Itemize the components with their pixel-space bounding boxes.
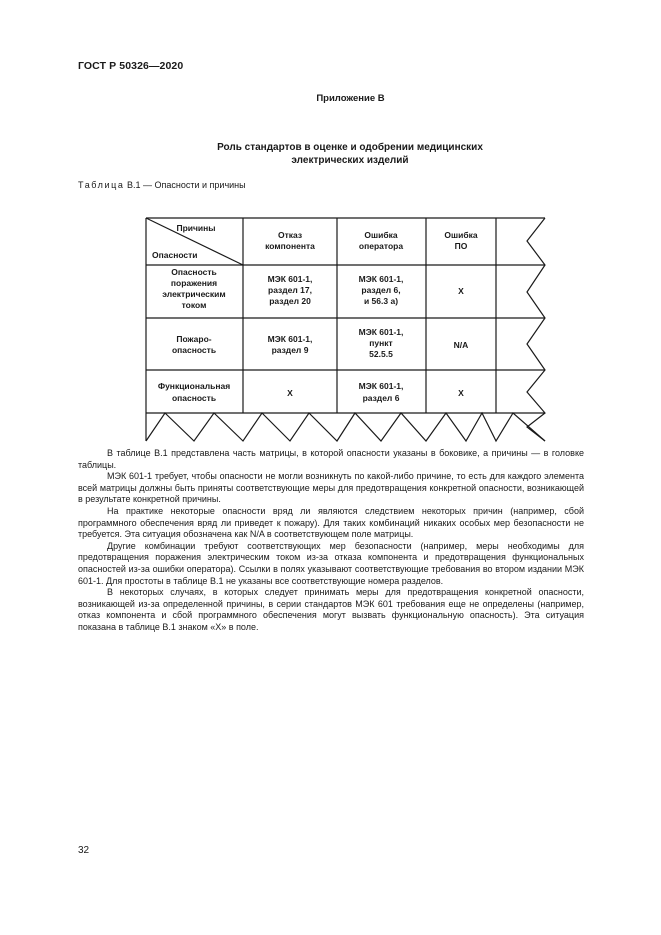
table-caption-text: В.1 — Опасности и причины [124,180,246,190]
row-1-cell-1-line-2: раздел 17, [268,285,312,295]
row-1-hazard-line-3: электрическим [162,289,226,299]
row-functional-hazard [158,381,464,403]
row-1-cell-2-line-3: и 56.3 а) [363,296,399,306]
col-header-1-line-1: Отказ [277,230,303,240]
row-fire-hazard [172,327,468,359]
hazard-cause-matrix [0,0,661,460]
col-header-1-line-2: компонента [265,241,315,251]
row-3-cell-2-line-2: раздел 6 [362,393,400,403]
title-line-1: Роль стандартов в оценке и одобрении медицинских [217,142,483,153]
row-1-hazard-line-4: током [181,300,207,310]
page-number: 32 [78,845,90,856]
document-code: ГОСТ Р 50326—2020 [78,60,184,72]
row-1-cell-2-line-1: МЭК 601-1, [358,274,404,284]
row-2-hazard-line-1: Пожаро- [176,334,212,344]
row-3-hazard-line-1: Функциональная [157,381,231,391]
row-2-cell-1-line-2: раздел 9 [271,345,309,355]
col-header-3-line-2: ПО [454,241,468,251]
row-3-cell-2-line-1: МЭК 601-1, [358,381,404,391]
row-2-hazard-line-2: опасность [171,345,217,355]
title-line-2: электрических изделий [291,155,409,166]
corner-causes-label: Причины [176,223,216,233]
row-1-cell-1-line-3: раздел 20 [269,296,311,306]
paragraph-2: МЭК 601-1 требует, чтобы опасности не могли возникнуть по какой-либо причине, то есть для каждого элемента всей матрицы должны быть приняты соответствующие меры для предотвращения конкретной опасности, возникающей в результате конкретной причины. [78,471,584,505]
right-break-edge [527,218,545,441]
row-3-hazard-line-2: опасность [171,393,217,403]
paragraph-1: В таблице В.1 представлена часть матрицы, в которой опасности указаны в боковике, а причины — в головке таблицы. [78,448,584,470]
row-1-cell-1-line-1: МЭК 601-1, [267,274,313,284]
row-2-cell-2-line-1: МЭК 601-1, [358,327,404,337]
matrix-grid [146,218,545,441]
column-headers [265,230,478,251]
row-1-hazard-line-2: поражения [170,278,218,288]
row-2-cell-3: N/A [453,340,469,350]
row-1-cell-3: X [458,286,464,296]
col-header-2-line-1: Ошибка [364,230,398,240]
col-header-2-line-2: оператора [358,241,404,251]
row-1-hazard-line-1: Опасность [171,267,217,277]
row-3-cell-3: X [458,388,464,398]
corner-hazards-label: Опасности [152,250,198,260]
appendix-label: Приложение В [316,93,385,104]
row-3-cell-1: X [287,388,293,398]
row-electric-shock [162,267,464,310]
paragraph-3: На практике некоторые опасности вряд ли являются следствием некоторых причин (например, сбой программного обеспечения вряд ли приведет к пожару). Для таких комбинаций никаких особых мер безопасности не требуется. Эта ситуация обозначена как N/A в соответствующем поле матрицы. [78,505,584,540]
paragraph-4: Другие комбинации требуют соответствующих мер безопасности (например, меры необходимы для предотвращения поражения электрическим током из-за отказа компонента и предотвращения функциональных опасностей из-за ошибки оператора). Ссылки в полях указывают соответствующие требования во втором издании МЭК 601-1. Для простоты в таблице В.1 не указаны все соответствующие номера разделов. [78,540,584,586]
table-caption-prefix: Таблица [78,180,125,190]
row-2-cell-2-line-3: 52.5.5 [369,349,393,359]
row-1-cell-2-line-2: раздел 6, [361,285,401,295]
col-header-3-line-1: Ошибка [444,230,478,240]
body-text [78,448,584,634]
row-2-cell-1-line-1: МЭК 601-1, [267,334,313,344]
paragraph-5: В некоторых случаях, в которых следует принимать меры для предотвращения конкретной опасности, возникающей из-за определенной причины, в серии стандартов МЭК 601 требования еще не определены (например, отказ компонента и сбой программного обеспечения могут вызвать функциональную опасность). Эта ситуация показана в таблице В.1 знаком «X» в поле. [78,587,584,632]
row-2-cell-2-line-2: пункт [369,338,393,348]
bottom-break-edge [146,413,545,441]
